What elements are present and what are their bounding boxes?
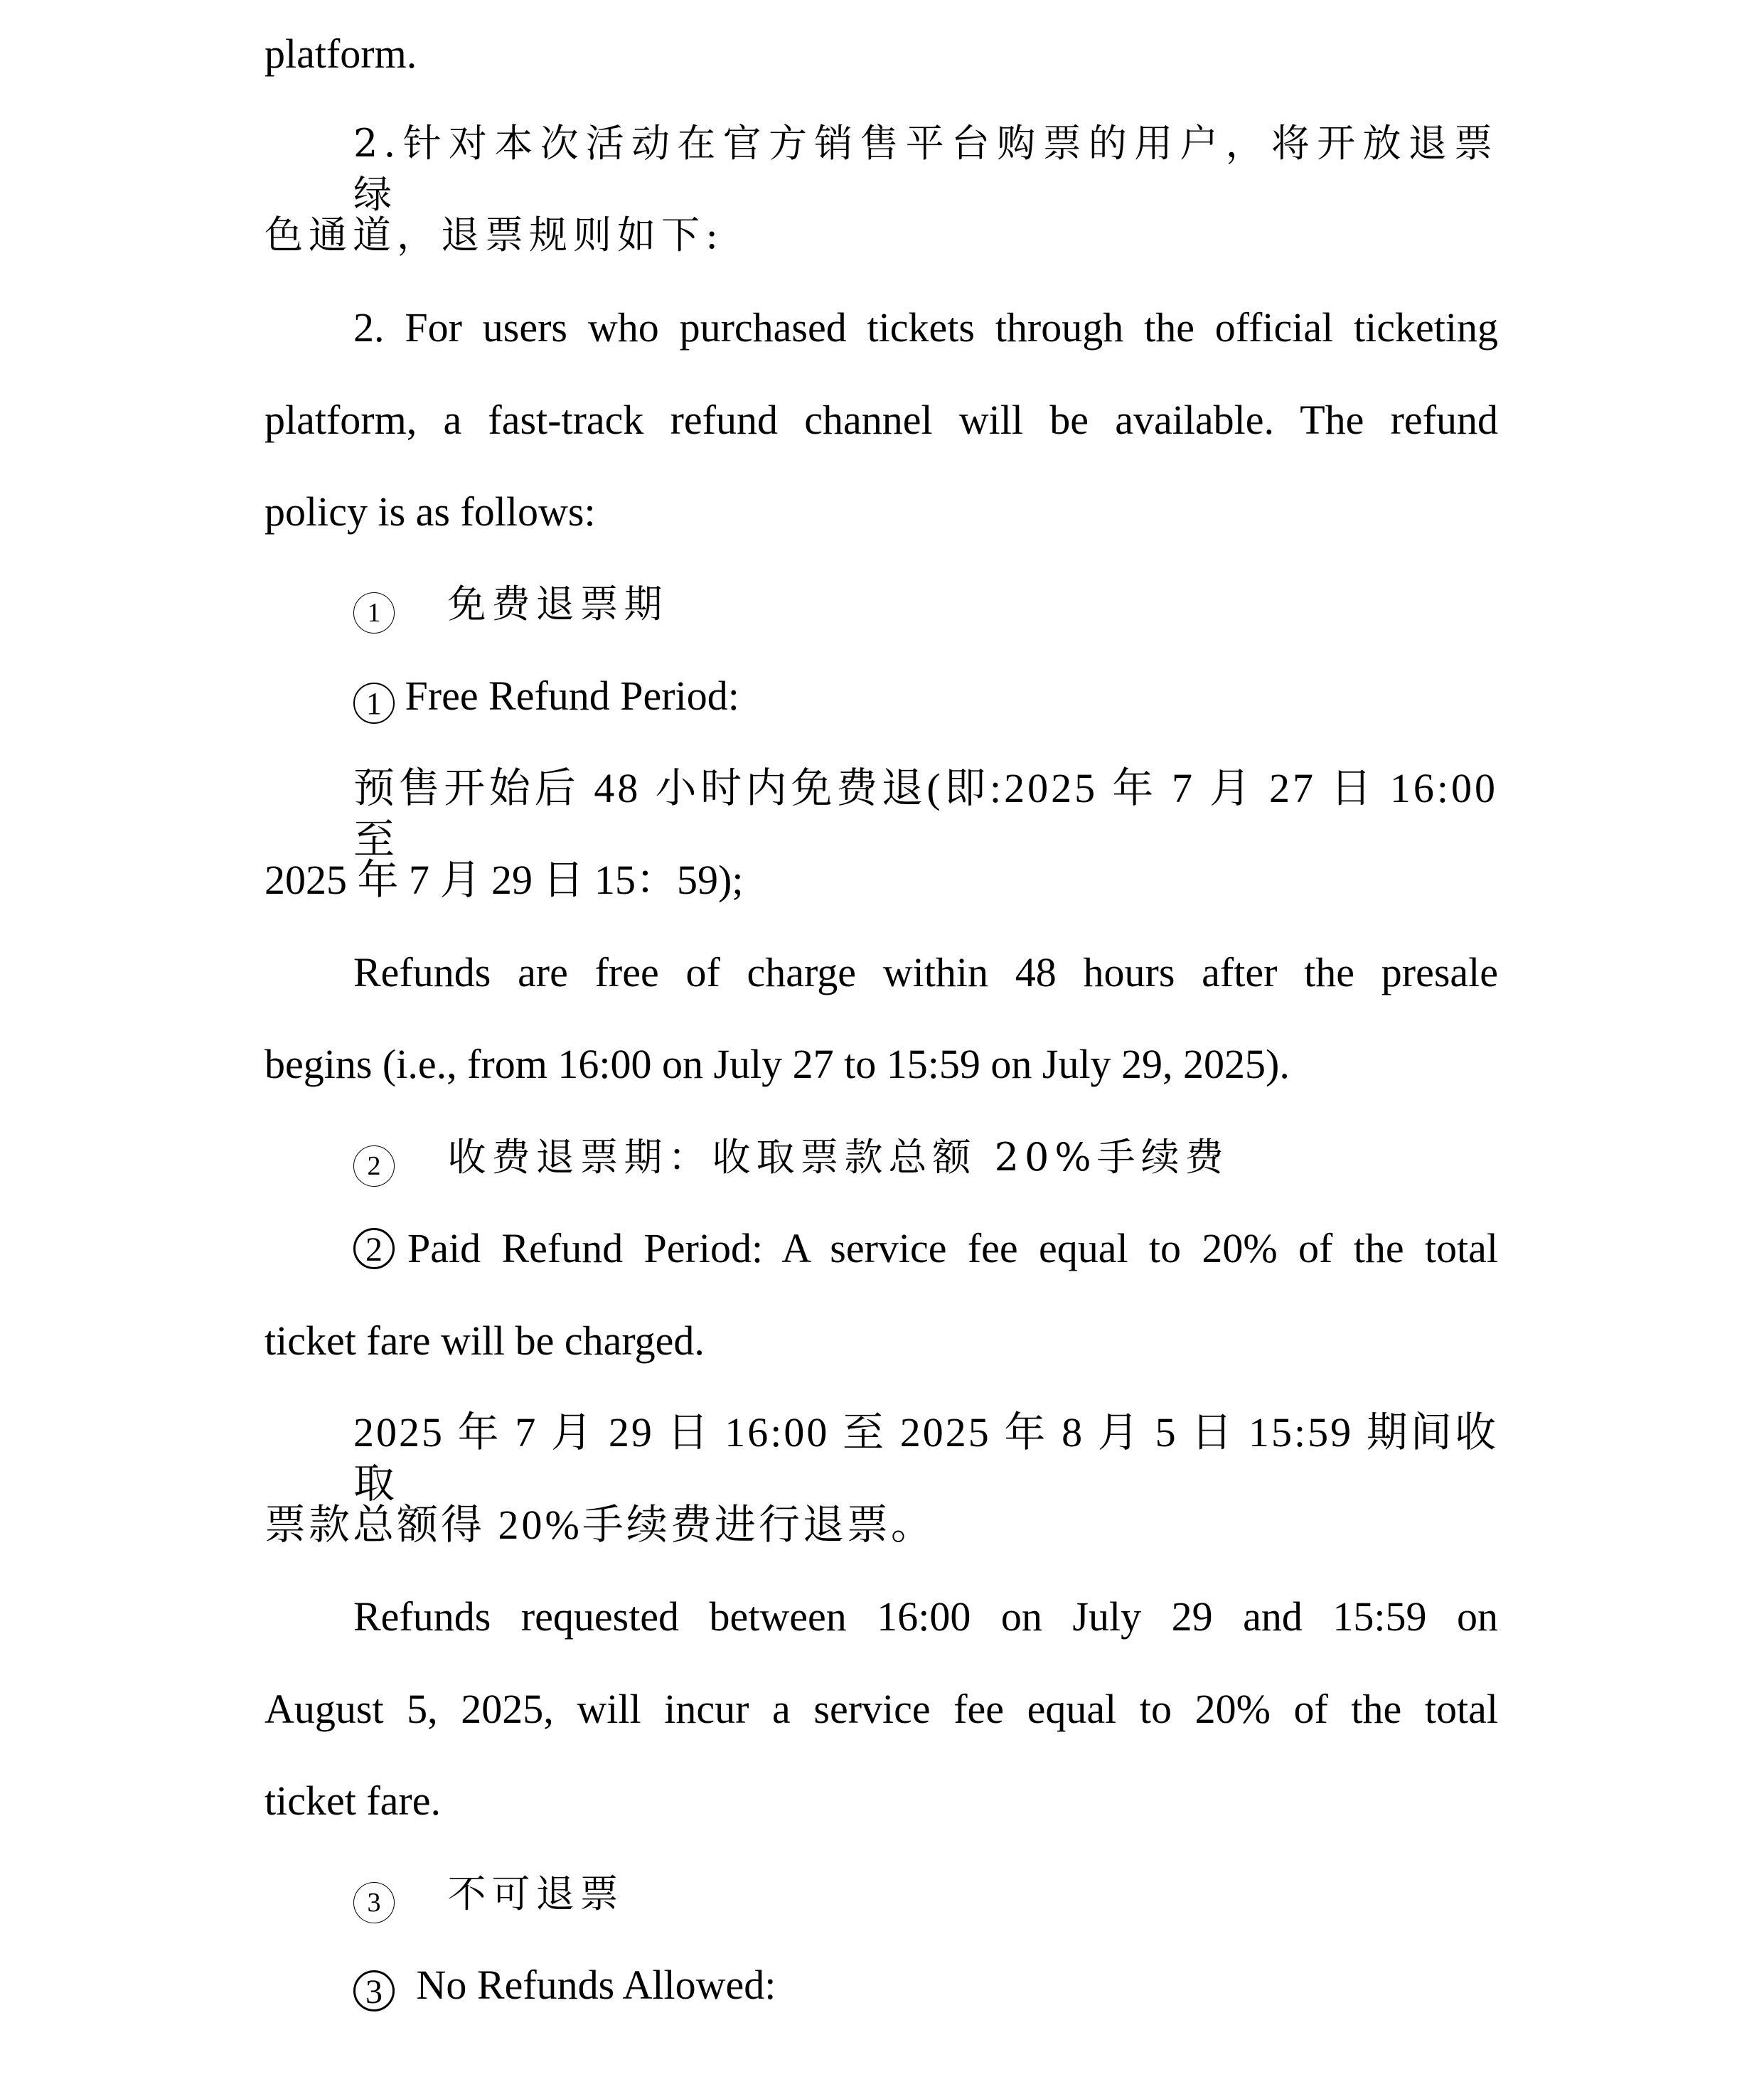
list-heading-label: 不可退票 xyxy=(447,1871,624,1916)
text-line: 2025 年 7 月 29 日 16:00 至 2025 年 8 月 5 日 15:59 期间收取 xyxy=(353,1409,1498,1507)
list-heading-label: 收费退票期：收取票款总额 20%手续费 xyxy=(447,1135,1229,1180)
list-heading xyxy=(353,1223,1498,1274)
text-line: platform. xyxy=(264,31,417,77)
text-line: platform, a fast-track refund channel will be available. The refund xyxy=(264,397,1498,443)
list-heading xyxy=(353,578,668,634)
circled-number-marker: 3 xyxy=(353,1882,395,1923)
circled-number-marker: 3 xyxy=(353,1970,395,2011)
text-line: policy is as follows: xyxy=(264,488,596,535)
list-heading xyxy=(353,1960,776,2011)
circled-number-marker: 2 xyxy=(353,1145,395,1187)
text-line: 预售开始后 48 小时内免费退(即:2025 年 7 月 27 日 16:00 至 xyxy=(353,765,1498,862)
list-heading-label: Free Refund Period: xyxy=(405,673,739,719)
list-heading xyxy=(353,1868,624,1923)
text-line: Refunds requested between 16:00 on July 29 and 15:59 on xyxy=(353,1593,1498,1640)
list-heading xyxy=(353,1131,1229,1187)
circled-number-marker: 1 xyxy=(353,683,395,724)
text-line: 色通道，退票规则如下: xyxy=(264,213,725,257)
list-heading xyxy=(353,670,739,724)
circled-number-marker: 1 xyxy=(353,592,395,634)
text-line: 票款总额得 20%手续费进行退票。 xyxy=(264,1502,935,1548)
text-line: 2.针对本次活动在官方销售平台购票的用户，将开放退票绿 xyxy=(353,121,1498,217)
circled-number-marker: 2 xyxy=(353,1228,395,1269)
text-line: begins (i.e., from 16:00 on July 27 to 15:59 on July 29, 2025). xyxy=(264,1041,1290,1087)
text-line: Refunds are free of charge within 48 hours after the presale xyxy=(353,949,1498,995)
list-heading-label: No Refunds Allowed: xyxy=(416,1962,776,2008)
text-line: August 5, 2025, will incur a service fee equal to 20% of the total xyxy=(264,1686,1498,1732)
text-line: 2. For users who purchased tickets through the official ticketing xyxy=(353,304,1498,351)
text-line: ticket fare will be charged. xyxy=(264,1318,705,1364)
list-heading-label: 免费退票期 xyxy=(447,582,668,626)
text-line: 2025 年 7 月 29 日 15：59); xyxy=(264,857,744,903)
list-heading-label: Paid Refund Period: A service fee equal to 20% of the total xyxy=(407,1225,1498,1271)
text-line: ticket fare. xyxy=(264,1778,441,1824)
